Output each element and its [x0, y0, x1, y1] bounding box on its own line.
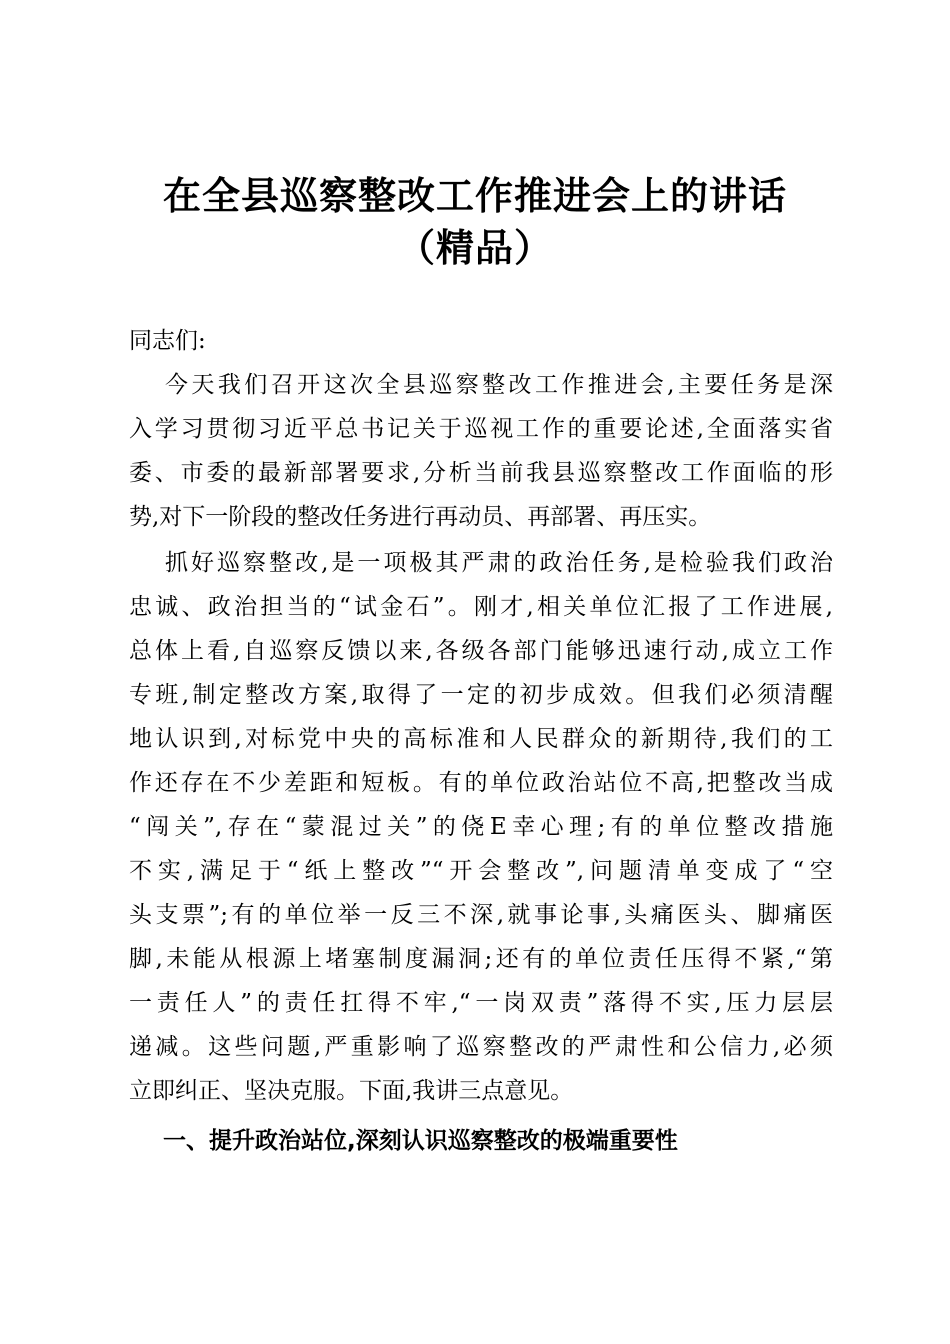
text-line: 入学习贯彻习近平总书记关于巡视工作的重要论述,全面落实省	[129, 416, 833, 442]
text-line: 总体上看,自巡察反馈以来,各级各部门能够迅速行动,成立工作	[129, 638, 833, 664]
text-line: 递减。这些问题,严重影响了巡察整改的严肃性和公信力,必须	[129, 1034, 833, 1060]
text-line: 立即纠正、坚决克服。下面,我讲三点意见。	[129, 1078, 574, 1104]
text-line: “闯关”,存在“蒙混过关”的侥E幸心理;有的单位整改措施	[129, 814, 833, 840]
text-line: 今天我们召开这次全县巡察整改工作推进会,主要任务是深	[165, 372, 833, 398]
text-line: 作还存在不少差距和短板。有的单位政治站位不高,把整改当成	[129, 770, 833, 796]
text-line: 专班,制定整改方案,取得了一定的初步成效。但我们必须清醒	[129, 682, 833, 708]
paragraph-2	[129, 541, 833, 1113]
text-line: 不实,满足于“纸上整改”“开会整改”,问题清单变成了“空	[129, 858, 833, 884]
section-heading: 一、提升政治站位,深刻认识巡察整改的极端重要性	[163, 1128, 678, 1154]
paragraph-1	[129, 363, 833, 539]
greeting: 同志们:	[129, 328, 206, 354]
document-title-suffix: （精品）	[396, 225, 553, 270]
text-line: 地认识到,对标党中央的高标准和人民群众的新期待,我们的工	[129, 726, 833, 752]
text-line: 一责任人”的责任扛得不牢,“一岗双责”落得不实,压力层层	[129, 990, 833, 1016]
text-line: 势,对下一阶段的整改任务进行再动员、再部署、再压实。	[129, 504, 712, 530]
text-line: 忠诚、政治担当的“试金石”。刚才,相关单位汇报了工作进展,	[129, 594, 833, 620]
text-line: 委、市委的最新部署要求,分析当前我县巡察整改工作面临的形	[129, 460, 833, 486]
text-line: 头支票”;有的单位举一反三不深,就事论事,头痛医头、脚痛医	[129, 902, 833, 928]
text-line: 脚,未能从根源上堵塞制度漏洞;还有的单位责任压得不紧,“第	[129, 946, 833, 972]
document-title: 在全县巡察整改工作推进会上的讲话	[162, 173, 787, 218]
text-line: 抓好巡察整改,是一项极其严肃的政治任务,是检验我们政治	[165, 550, 833, 576]
